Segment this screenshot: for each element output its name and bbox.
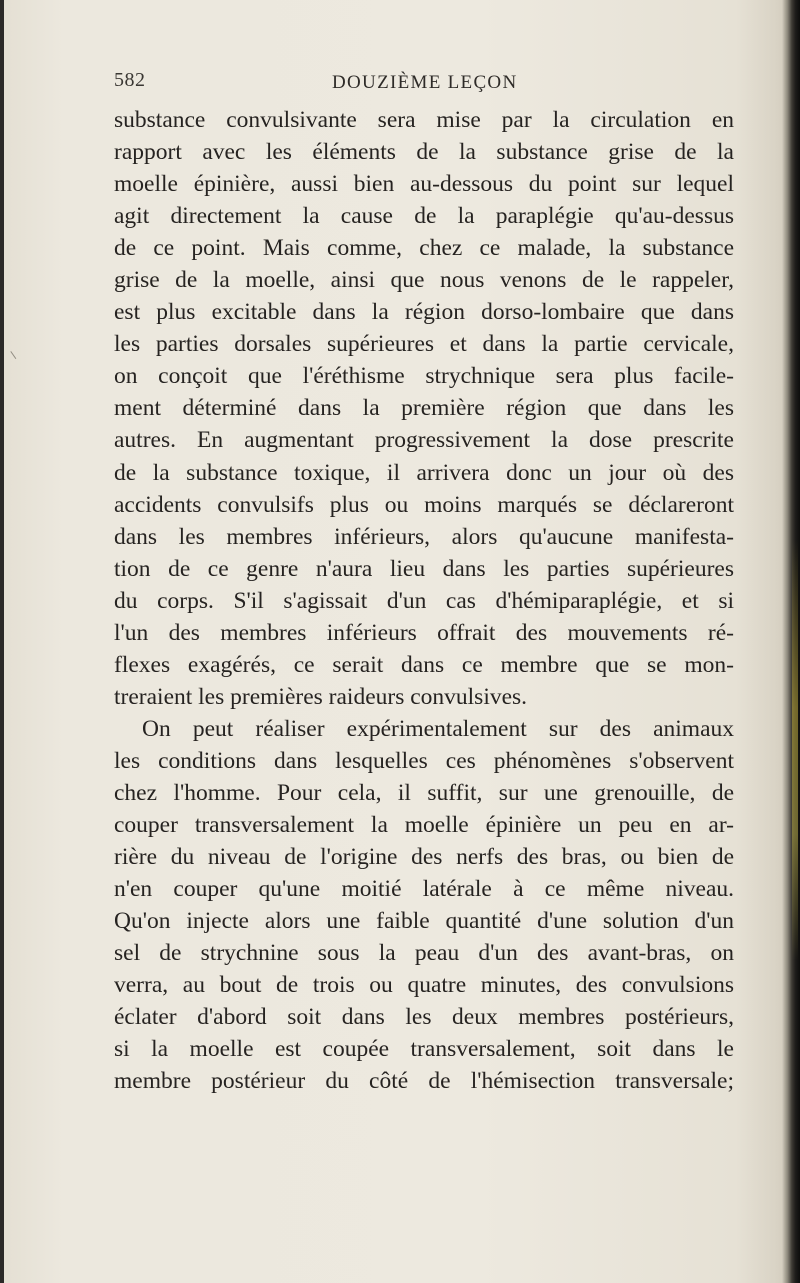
page-header	[114, 69, 734, 99]
text-line: on conçoit que l'éréthisme strychnique sera plus facile-	[114, 363, 734, 390]
text-line: du corps. S'il s'agissait d'un cas d'hémiparaplégie, et si	[114, 587, 734, 614]
book-spine-edge	[782, 0, 800, 1283]
paragraph-1	[114, 104, 734, 713]
text-line: rapport avec les éléments de la substance grise de la	[114, 139, 734, 166]
text-body	[114, 104, 734, 1097]
text-line: sel de strychnine sous la peau d'un des avant-bras, on	[114, 940, 734, 967]
text-line: flexes exagérés, ce serait dans ce membre que se mon-	[114, 651, 734, 678]
scan-left-edge	[0, 0, 4, 1283]
text-line: les parties dorsales supérieures et dans la partie cervicale,	[114, 331, 734, 358]
text-line: de la substance toxique, il arrivera donc un jour où des	[114, 459, 734, 486]
text-line: l'un des membres inférieurs offrait des mouvements ré-	[114, 619, 734, 646]
text-line: autres. En augmentant progressivement la dose prescrite	[114, 427, 734, 454]
text-line: moelle épinière, aussi bien au-dessous du point sur lequel	[114, 171, 734, 198]
paragraph-2	[114, 713, 734, 1098]
text-line: On peut réaliser expérimentalement sur des animaux	[142, 715, 734, 742]
page-number: 582	[114, 69, 146, 91]
running-head: DOUZIÈME LEÇON	[332, 72, 518, 93]
text-line: dans les membres inférieurs, alors qu'aucune manifesta-	[114, 523, 734, 550]
text-line: ment déterminé dans la première région que dans les	[114, 395, 734, 422]
text-line: verra, au bout de trois ou quatre minutes, des convulsions	[114, 972, 734, 999]
text-line: les conditions dans lesquelles ces phénomènes s'observent	[114, 747, 734, 774]
text-line: n'en couper qu'une moitié latérale à ce même niveau.	[114, 876, 734, 903]
text-line: de ce point. Mais comme, chez ce malade, la substance	[114, 235, 734, 262]
text-line: membre postérieur du côté de l'hémisection transversale;	[114, 1068, 734, 1095]
text-line: Qu'on injecte alors une faible quantité d'une solution d'un	[114, 908, 734, 935]
text-line: est plus excitable dans la région dorso-lombaire que dans	[114, 299, 734, 326]
text-line: rière du niveau de l'origine des nerfs des bras, ou bien de	[114, 844, 734, 871]
text-line: couper transversalement la moelle épinière un peu en ar-	[114, 812, 734, 839]
text-line: tion de ce genre n'aura lieu dans les parties supérieures	[114, 555, 734, 582]
text-line: si la moelle est coupée transversalement, soit dans le	[114, 1036, 734, 1063]
text-line: substance convulsivante sera mise par la circulation en	[114, 107, 734, 133]
text-line: chez l'homme. Pour cela, il suffit, sur une grenouille, de	[114, 779, 734, 806]
text-line: éclater d'abord soit dans les deux membres postérieurs,	[114, 1004, 734, 1031]
text-line: agit directement la cause de la paraplégie qu'au-dessus	[114, 203, 734, 230]
text-line: treraient les premières raideurs convulsives.	[114, 683, 528, 710]
margin-mark	[10, 346, 23, 359]
text-line: grise de la moelle, ainsi que nous venons de le rappeler,	[114, 267, 734, 294]
text-line: accidents convulsifs plus ou moins marqués se déclareront	[114, 491, 734, 518]
